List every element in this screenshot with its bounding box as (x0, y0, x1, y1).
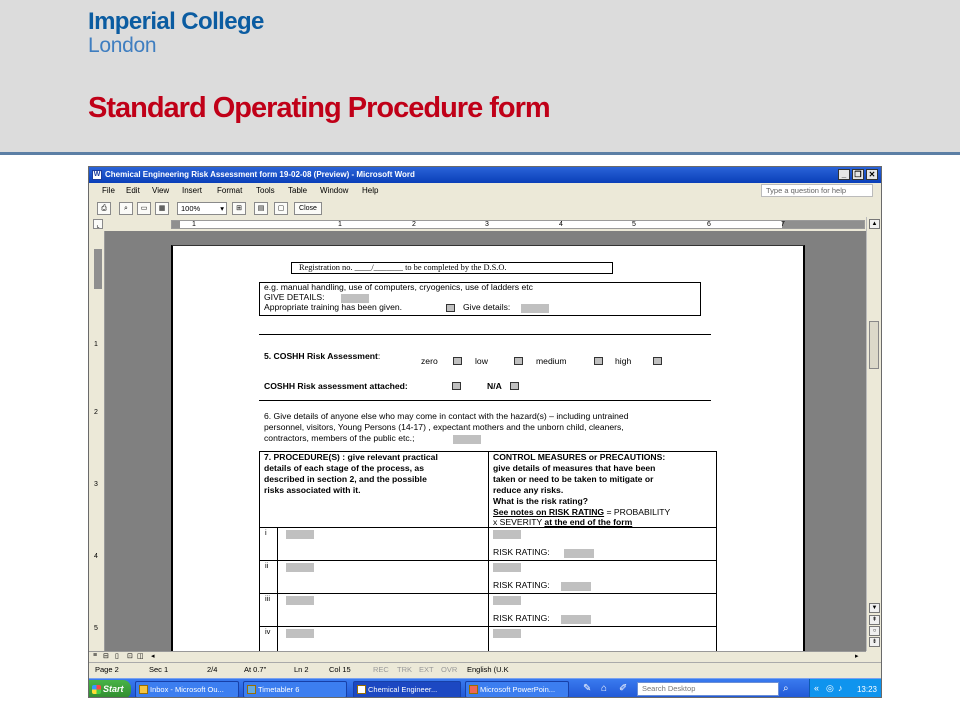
document-area (105, 231, 866, 652)
quicklaunch-icon[interactable]: ⌂ (601, 683, 608, 694)
menu-tools[interactable]: Tools (256, 186, 275, 195)
web-view-icon[interactable]: ⊟ (103, 653, 109, 660)
control-header-line2: give details of measures that have been (493, 463, 656, 473)
procedure-header-line1: 7. PROCEDURE(S) : give relevant practical (264, 452, 438, 462)
coshh-attached-checkbox[interactable] (452, 382, 461, 390)
slide-divider (0, 152, 960, 155)
status-section: Sec 1 (149, 665, 169, 674)
scroll-down-icon[interactable]: ▼ (869, 603, 880, 613)
full-screen-icon[interactable]: ▢ (274, 202, 288, 215)
window-title: Chemical Engineering Risk Assessment form 19-02-08 (Preview) - Microsoft Word (105, 170, 415, 179)
start-button[interactable]: Start (89, 680, 131, 698)
procedure-field[interactable] (286, 563, 314, 572)
ruler-number: 7 (781, 221, 785, 228)
vertical-scrollbar[interactable] (866, 217, 881, 651)
row-number: iii (265, 594, 270, 603)
registration-text: Registration no. ____/_______ to be completed by the D.S.O. (299, 263, 507, 272)
taskbar-item-timetabler[interactable]: Timetabler 6 (243, 681, 347, 698)
control-field[interactable] (493, 530, 521, 539)
chevron-down-icon: ▾ (220, 204, 224, 213)
scroll-left-icon[interactable]: ◂ (151, 653, 155, 660)
give-details-label: GIVE DETAILS: (264, 292, 325, 302)
training-details-field[interactable] (521, 304, 549, 313)
risk-rating-label: RISK RATING: (493, 613, 550, 623)
status-trk[interactable]: TRK (397, 665, 412, 674)
one-page-icon[interactable]: ▭ (137, 202, 151, 215)
system-tray (809, 679, 882, 698)
taskbar-item-word[interactable]: Chemical Engineer... (353, 681, 461, 698)
ruler-number: 1 (94, 341, 98, 348)
ruler-number: 3 (94, 481, 98, 488)
ruler-number: 2 (412, 221, 416, 228)
procedure-header-line3: described in section 2, and the possible (264, 474, 427, 484)
powerpoint-icon (469, 685, 478, 694)
status-bar (89, 662, 881, 676)
reading-view-icon[interactable]: ◫ (137, 653, 144, 660)
desktop-search-input[interactable]: Search Desktop (637, 682, 779, 696)
section6-line1: 6. Give details of anyone else who may come in contact with the hazard(s) – including untrained (264, 411, 629, 421)
control-field[interactable] (493, 629, 521, 638)
section6-field[interactable] (453, 435, 481, 444)
procedure-header-line4: risks associated with it. (264, 485, 361, 495)
windows-taskbar (89, 678, 881, 698)
taskbar-item-outlook[interactable]: Inbox - Microsoft Ou... (135, 681, 239, 698)
help-question-input[interactable]: Type a question for help (761, 184, 873, 197)
word-window (88, 166, 882, 698)
risk-rating-field[interactable] (561, 582, 591, 591)
slide-header (0, 0, 960, 152)
ruler-number: 5 (632, 221, 636, 228)
logo-line1: Imperial College (88, 8, 264, 35)
status-ovr[interactable]: OVR (441, 665, 458, 674)
risk-rating-label: RISK RATING: (493, 547, 550, 557)
word-icon (357, 685, 366, 694)
volume-icon[interactable]: ♪ (838, 683, 843, 693)
status-language: English (U.K (467, 665, 509, 674)
row-number: iv (265, 627, 271, 636)
word-app-icon: W (93, 171, 101, 178)
ruler-number: 4 (559, 221, 563, 228)
status-position: At 0.7" (244, 665, 267, 674)
risk-rating-label: RISK RATING: (493, 580, 550, 590)
ruler-number: 5 (94, 625, 98, 632)
windows-logo-icon (92, 685, 101, 694)
close-window-button[interactable]: ✕ (866, 169, 878, 180)
coshh-low-checkbox[interactable] (514, 357, 523, 365)
multiple-pages-icon[interactable]: ▦ (155, 202, 169, 215)
status-page: Page 2 (95, 665, 119, 674)
menu-file[interactable]: File (102, 186, 115, 195)
quicklaunch-icon[interactable]: ✐ (619, 683, 628, 694)
coshh-option-high: high (615, 356, 632, 366)
coshh-zero-checkbox[interactable] (453, 357, 462, 365)
control-field[interactable] (493, 563, 521, 572)
magnifier-icon[interactable]: ⌕ (119, 202, 133, 215)
horizontal-ruler[interactable] (89, 217, 881, 231)
coshh-heading: 5. COSHH Risk Assessment: (264, 351, 381, 361)
print-icon[interactable]: ⎙ (97, 202, 111, 215)
maximize-button[interactable]: ❐ (852, 169, 864, 180)
next-page-icon[interactable]: ⇟ (869, 637, 880, 647)
logo-line2: London (88, 34, 157, 57)
status-rec[interactable]: REC (373, 665, 389, 674)
status-line: Ln 2 (294, 665, 309, 674)
shrink-to-fit-icon[interactable]: ▤ (254, 202, 268, 215)
control-header-line1: CONTROL MEASURES or PRECAUTIONS: (493, 452, 666, 462)
scroll-up-icon[interactable]: ▲ (869, 219, 880, 229)
risk-rating-field[interactable] (564, 549, 594, 558)
menu-format[interactable]: Format (217, 186, 243, 195)
menu-window[interactable]: Window (320, 186, 349, 195)
risk-rating-field[interactable] (561, 615, 591, 624)
coshh-na-label: N/A (487, 381, 502, 391)
procedure-field[interactable] (286, 596, 314, 605)
menu-insert[interactable]: Insert (182, 186, 203, 195)
scroll-thumb[interactable] (869, 321, 879, 369)
section6-line2: personnel, visitors, Young Persons (14-17) , expectant mothers and the unborn child, cleaners, (264, 422, 624, 432)
tray-app-icon[interactable]: ◎ (826, 683, 834, 693)
row-number: ii (265, 561, 269, 570)
coshh-attached-label: COSHH Risk assessment attached: (264, 381, 408, 391)
scroll-right-icon[interactable]: ▸ (855, 653, 859, 660)
coshh-option-low: low (475, 356, 488, 366)
tray-expand-icon[interactable]: « (814, 683, 820, 693)
horizontal-scrollbar[interactable] (89, 651, 866, 662)
menu-help[interactable]: Help (362, 186, 379, 195)
hazard-examples-text: e.g. manual handling, use of computers, cryogenics, use of ladders etc (264, 282, 533, 292)
training-details-label: Give details: (463, 302, 511, 312)
coshh-na-checkbox[interactable] (510, 382, 519, 390)
menu-table[interactable]: Table (288, 186, 308, 195)
print-view-icon[interactable]: ▯ (115, 653, 119, 660)
select-browse-object-icon[interactable]: ○ (869, 626, 880, 636)
taskbar-item-powerpoint[interactable]: Microsoft PowerPoin... (465, 681, 569, 698)
clock: 13:23 (856, 685, 877, 694)
divider (259, 334, 711, 335)
ruler-number: 1 (192, 221, 196, 228)
minimize-button[interactable]: _ (838, 169, 850, 180)
menu-edit[interactable]: Edit (126, 186, 140, 195)
imperial-college-logo (88, 10, 264, 56)
document-page[interactable] (171, 245, 805, 652)
outlook-icon (139, 685, 148, 694)
ruler-number: 3 (485, 221, 489, 228)
zoom-select[interactable] (177, 202, 227, 215)
status-column: Col 15 (329, 665, 351, 674)
row-number: i (265, 528, 267, 537)
control-field[interactable] (493, 596, 521, 605)
coshh-option-zero: zero (421, 356, 438, 366)
print-preview-toolbar (89, 199, 881, 217)
divider (259, 400, 711, 401)
vertical-ruler[interactable] (91, 231, 105, 651)
view-ruler-icon[interactable]: ⊞ (232, 202, 246, 215)
timetabler-icon (247, 685, 256, 694)
control-header-line4: reduce any risks. (493, 485, 564, 495)
slide-title: Standard Operating Procedure form (88, 92, 550, 124)
coshh-medium-checkbox[interactable] (594, 357, 603, 365)
section6-line3: contractors, members of the public etc.; (264, 433, 415, 443)
procedure-header-line2: details of each stage of the process, as (264, 463, 424, 473)
zoom-value: 100% (181, 204, 201, 213)
training-checkbox[interactable] (446, 304, 455, 312)
normal-view-icon[interactable]: ≡ (93, 652, 98, 659)
risk-rating-note[interactable]: See notes on RISK RATING = PROBABILITY (493, 507, 671, 517)
quicklaunch-icon[interactable]: ✎ (583, 683, 592, 694)
procedure-field[interactable] (286, 629, 314, 638)
coshh-option-medium: medium (536, 356, 567, 366)
coshh-high-checkbox[interactable] (653, 357, 662, 365)
ruler-number: 6 (707, 221, 711, 228)
close-preview-button[interactable]: Close (294, 202, 322, 215)
procedure-field[interactable] (286, 530, 314, 539)
risk-rating-note-2: x SEVERITY at the end of the form (493, 517, 633, 527)
ruler-number: 2 (94, 409, 98, 416)
status-pages: 2/4 (207, 665, 218, 674)
tab-selector-icon[interactable]: ⌞ (93, 219, 103, 229)
ruler-number: 1 (338, 221, 342, 228)
ruler-number: 4 (94, 553, 98, 560)
training-label: Appropriate training has been given. (264, 302, 403, 312)
ruler-strip (171, 220, 865, 229)
previous-page-icon[interactable]: ⇞ (869, 615, 880, 625)
window-titlebar[interactable] (89, 167, 881, 183)
menu-view[interactable]: View (152, 186, 170, 195)
search-icon[interactable]: ⌕ (783, 683, 789, 694)
control-header-line5: What is the risk rating? (493, 496, 589, 506)
control-header-line3: taken or need to be taken to mitigate or (493, 474, 654, 484)
status-ext[interactable]: EXT (419, 665, 434, 674)
outline-view-icon[interactable]: ⊡ (127, 653, 133, 660)
